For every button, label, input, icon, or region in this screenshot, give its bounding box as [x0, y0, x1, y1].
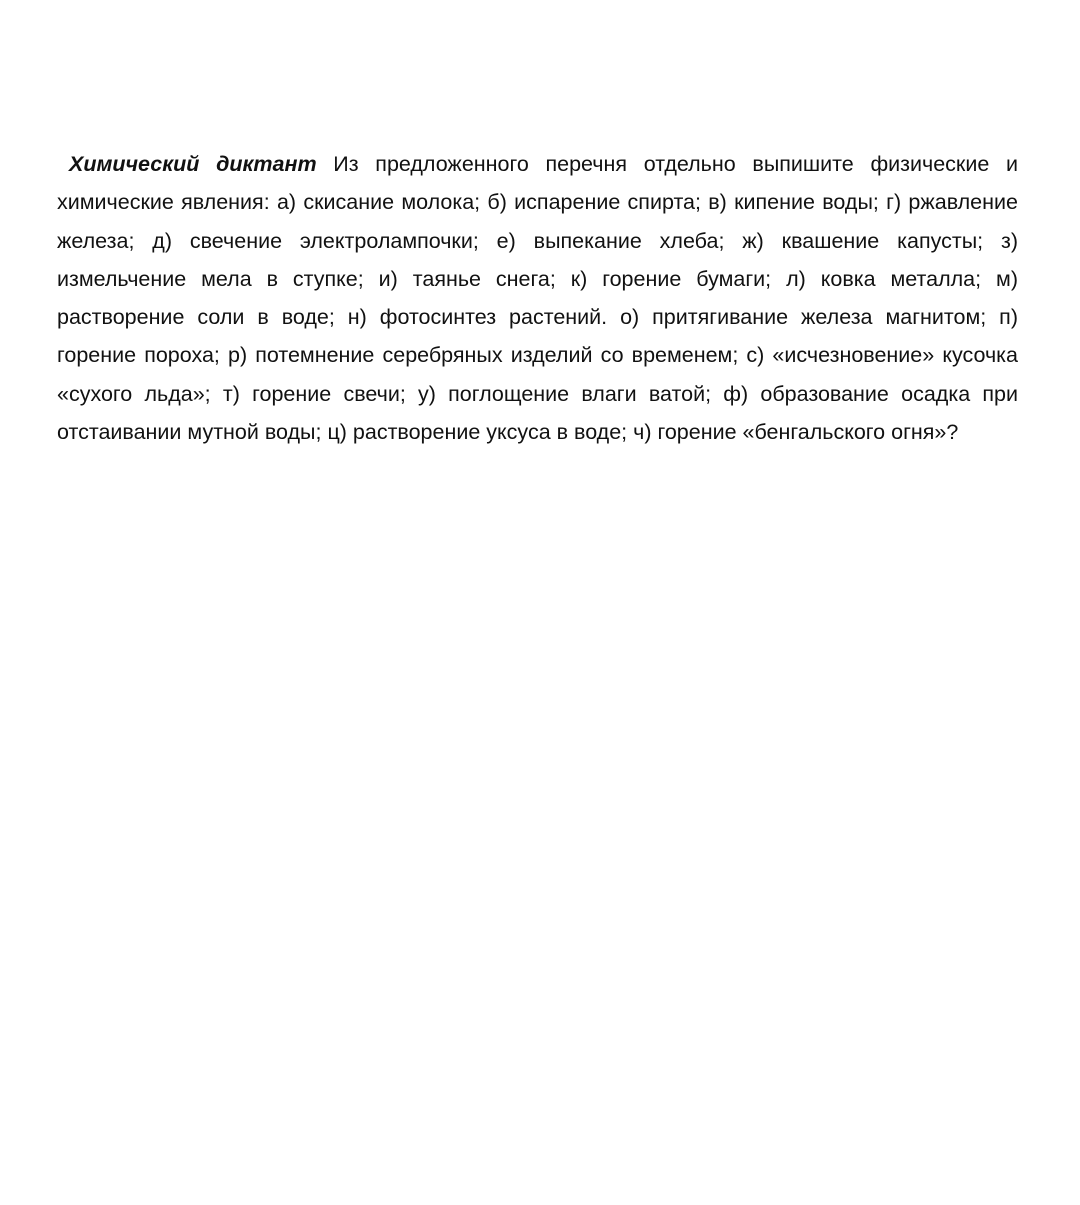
dictation-body: Из предложенного перечня отдельно выпишите физические и химические явления: а) скисание молока; б) испарение спирта; в) кипение воды; г) ржавление железа; д) свечение электролампочки; е) выпекание хлеба; ж) квашение капусты; з) измельчение мела в ступке; и) таянье снега; к) горение бумаги; л) ковка металла; м) растворение соли в воде; н) фотосинтез растений. о) притягивание железа магнитом; п) горение пороха; р) потемнение серебряных изделий со временем; с) «исчезновение» кусочка «сухого льда»; т) горение свечи; у) поглощение влаги ватой; ф) образование осадка при отстаивании мутной воды; ц) растворение уксуса в воде; ч) горение «бенгальского огня»? — [57, 152, 1018, 445]
dictation-paragraph — [57, 145, 1018, 451]
dictation-title: Химический диктант — [69, 152, 317, 176]
